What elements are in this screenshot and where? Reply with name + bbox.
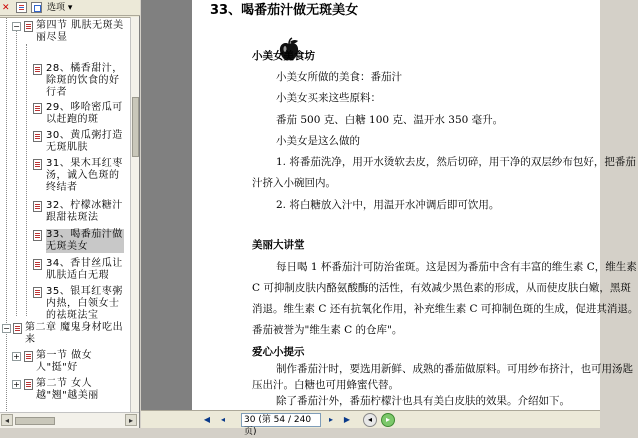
bookmarks-horizontal-scrollbar[interactable]: [0, 412, 139, 428]
paragraph-line: 消退。维生素 C 还有抗氧化作用，补充维生素 C 可抑制色斑的生成，促进其消退。: [252, 303, 638, 315]
bookmark-page-icon: [33, 201, 42, 212]
section-heading: 美丽大讲堂: [252, 239, 305, 251]
tree-item-35[interactable]: 35、银耳红枣粥内热，白领女士的祛斑法宝: [46, 286, 123, 321]
tree-connector: [6, 18, 7, 413]
page-navigation-bar: [141, 410, 600, 437]
bookmark-page-icon: [24, 351, 33, 362]
paragraph-line: C 可抑制皮肤内酪氨酸酶的活性，有效减少黑色素的形成，从而使皮肤白嫩，黑斑: [252, 282, 631, 294]
document-page: [192, 0, 638, 410]
paragraph-line: 小美女买来这些原料：: [276, 92, 381, 104]
bookmark-list-icon[interactable]: [16, 2, 27, 13]
paragraph-line: 除了番茄汁外，番茄柠檬汁也具有美白皮肤的效果。介绍如下。: [276, 395, 570, 407]
options-menu-button[interactable]: 选项 ▾: [47, 3, 73, 13]
bookmark-page-icon: [33, 64, 42, 75]
tree-connector: [26, 44, 27, 316]
collapse-icon[interactable]: −: [3, 324, 10, 333]
bookmark-page-icon: [33, 230, 42, 241]
close-panel-icon[interactable]: ✕: [2, 3, 10, 13]
bookmarks-vertical-scrollbar[interactable]: [130, 17, 139, 412]
scroll-left-arrow-icon[interactable]: ◂: [1, 414, 13, 426]
tree-item-31[interactable]: 31、果木耳红枣汤，诚入色斑的终结者: [46, 158, 123, 193]
section-heading: 爱心小提示: [252, 346, 305, 358]
bookmark-page-icon: [13, 323, 22, 334]
page-number-input[interactable]: 30 (第 54 / 240 页): [241, 413, 321, 427]
go-forward-icon[interactable]: ▸: [381, 413, 395, 427]
bookmark-page-icon: [33, 259, 42, 270]
bookmark-page-icon: [33, 131, 42, 142]
tree-item-30[interactable]: 30、黄瓜粥打造无斑肌肤: [46, 130, 123, 153]
expand-icon[interactable]: +: [13, 352, 20, 361]
paragraph-line: 压出汁。白糖也可用蜂蜜代替。: [252, 379, 399, 391]
paragraph-line: 番茄被誉为"维生素 C 的仓库"。: [252, 324, 403, 336]
bookmark-page-icon: [24, 21, 33, 32]
paragraph-line: 小美女是这么做的: [276, 135, 360, 147]
next-page-icon[interactable]: ▸: [328, 415, 333, 424]
tree-item-ch2-section-1[interactable]: 第一节 做女人"挺"好: [36, 350, 93, 373]
collapse-icon[interactable]: −: [13, 22, 20, 31]
go-back-icon[interactable]: ◂: [363, 413, 377, 427]
bookmark-expand-icon[interactable]: [31, 2, 42, 13]
bookmark-page-icon: [33, 103, 42, 114]
tree-connector: [16, 26, 17, 316]
paragraph-line: 小美女所做的美食：番茄汁: [276, 71, 402, 83]
tree-item-chapter-2[interactable]: 第二章 魔鬼身材吃出来: [25, 322, 124, 345]
paragraph-line: 制作番茄汁时，要选用新鲜、成熟的番茄做原料。可用纱布挤汁，也可用汤匙: [276, 363, 633, 375]
paragraph-line: 番茄 500 克、白糖 100 克、温开水 350 毫升。: [276, 114, 504, 126]
tree-item-29[interactable]: 29、哆哈密瓜可以赶跑的斑: [46, 102, 123, 125]
scroll-right-arrow-icon[interactable]: ▸: [125, 414, 137, 426]
page-title: 33、喝番茄汁做无斑美女: [210, 3, 359, 18]
tree-item-34[interactable]: 34、香甘丝瓜让肌肤适白无瑕: [46, 258, 123, 281]
document-viewport[interactable]: [141, 0, 638, 410]
tree-item-28[interactable]: 28、橘香甜汁，除斑的饮食的好行者: [46, 63, 123, 98]
paragraph-line: 汁挤入小碗回内。: [252, 177, 336, 189]
paragraph-line: 2. 将白糖放入汁中，用温开水冲调后即可饮用。: [276, 199, 500, 211]
bookmark-page-icon: [33, 287, 42, 298]
bookmark-tree: [0, 17, 130, 412]
bookmarks-panel: [0, 0, 140, 428]
expand-icon[interactable]: +: [13, 380, 20, 389]
scrollbar-thumb[interactable]: [15, 417, 55, 425]
tree-item-32[interactable]: 32、柠檬冰糖汁跟甜祛斑法: [46, 200, 123, 223]
bookmark-page-icon: [33, 159, 42, 170]
first-page-icon[interactable]: ◀: [203, 415, 211, 424]
tree-item-section-4[interactable]: 第四节 肌肤无斑美丽尽显: [36, 20, 124, 43]
last-page-icon[interactable]: ▶: [343, 415, 351, 424]
paragraph-line: 1. 将番茄洗净，用开水烫软去皮，然后切碎，用干净的双层纱布包好，把番茄: [276, 156, 636, 168]
paragraph-line: 每日喝 1 杯番茄汁可防治雀斑。这是因为番茄中含有丰富的维生素 C，维生素: [276, 261, 637, 273]
bookmarks-toolbar: [0, 0, 140, 16]
section-heading: 小美女美食坊: [252, 50, 315, 62]
scrollbar-thumb[interactable]: [132, 97, 139, 157]
bookmark-page-icon: [24, 379, 33, 390]
tree-item-ch2-section-2[interactable]: 第二节 女人越"翘"越美丽: [36, 378, 99, 401]
previous-page-icon[interactable]: ◂: [220, 415, 225, 424]
tree-item-33-selected[interactable]: 33、喝番茄汁做无斑美女: [46, 229, 123, 252]
